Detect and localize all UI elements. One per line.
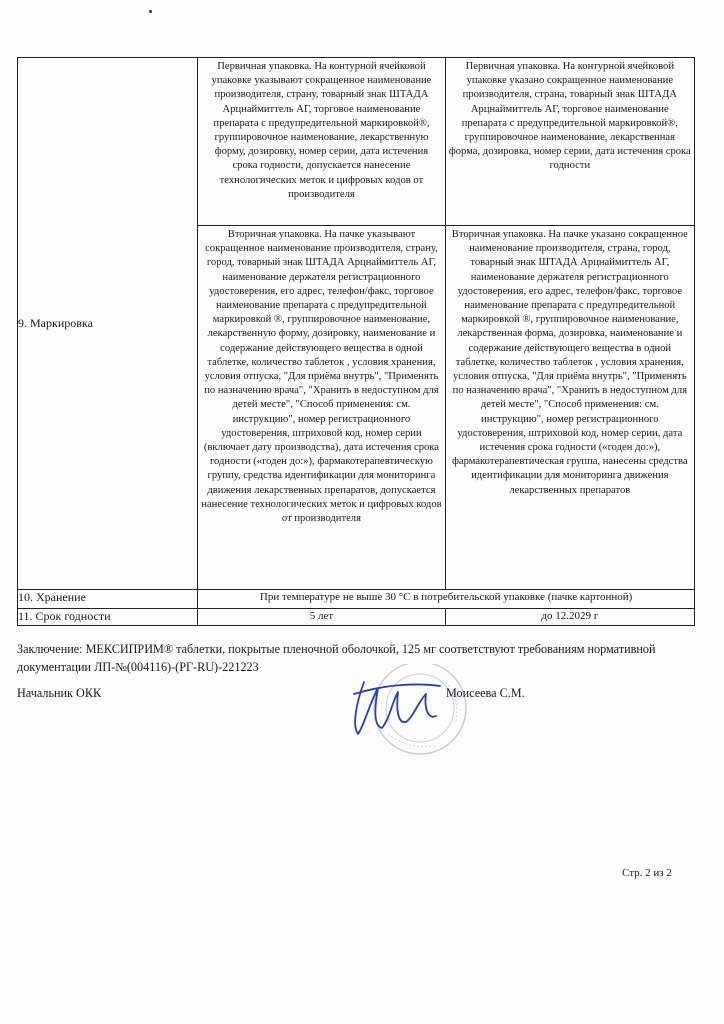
table-row [18, 58, 695, 226]
seal-and-signature [328, 664, 478, 760]
signatory-name: Моисеева С.М. [446, 686, 525, 700]
secondary-pack-requirement: Вторичная упаковка. На пачке указывают сокращенное наименование производителя, страну, город, товарный знак ШТАДА Арцнаймиттель АГ, наименование держателя регистрационного удостоверения, его адрес, телефон/факс, торговое наименование препарата с предупредительной маркировкой ®, группировочное наименование, лекарственную форму, дозировку, наименование и содержание действующего вещества в одной таблетке, количество таблеток , условия хранения, условия отпуска, "Для приёма внутрь", "Применять по назначению врача", "Хранить в недоступном для детей месте", "Способ применения: см. инструкцию", номер регистрационного удостоверения, штриховой код, номер серии (включает дату производства), дата истечения срока годности («годен до:»), фармакотерапевтическую группу, средства идентификации для мониторинга движения лекарственных препаратов, допускается нанесение технологических меток и цифровых кодов от производителя [198, 226, 445, 590]
storage-value: При температуре не выше 30 °С в потребительской упаковке (пачке картонной) [198, 590, 695, 609]
signature-scribble [354, 682, 440, 734]
signatory-title: Начальник ОКК [17, 686, 102, 700]
table-row [18, 609, 695, 626]
shelf-life-requirement: 5 лет [198, 609, 445, 626]
primary-pack-actual: Первичная упаковка. На контурной ячейковой упаковке указано сокращенное наименование производителя, страна, товарный знак ШТАДА Арцнаймиттель АГ, торговое наименование препарата с предупредительной маркировкой®, группировочное наименование, лекарственная форма, дозировка, номер серии, дата истечения срока годности [445, 58, 694, 226]
primary-pack-requirement: Первичная упаковка. На контурной ячейковой упаковке указывают сокращенное наименование производителя, страну, товарный знак ШТАДА Арцнаймиттель АГ, торговое наименование препарата с предупредительной маркировкой®, группировочное наименование, лекарственную форму, дозировку, номер серии, дата истечения срока годности, допускается нанесение технологических меток и цифровых кодов от производителя [198, 58, 445, 226]
scan-speck [149, 10, 152, 13]
specification-table [17, 57, 695, 626]
secondary-pack-actual: Вторичная упаковка. На пачке указано сокращенное наименование производителя, страна, город, товарный знак ШТАДА Арцнаймиттель АГ, наименование держателя регистрационного удостоверения, его адрес, телефон/факс, торговое наименование препарата с предупредительной маркировкой ®, группировочное наименование, лекарственная форма, дозировка, наименование и содержание действующего вещества в одной таблетке, количество таблеток , условия хранения, условия отпуска, "Для приёма внутрь", "Применять по назначению врача", "Хранить в недоступном для детей месте", "Способ применения: см. инструкцию", номер регистрационного удостоверения, штриховой код, номер серии, дата истечения срока годности («годен до:»), фармакотерапевтическая группа, нанесены средства идентификации для мониторинга движения лекарственных препаратов [445, 226, 694, 590]
table-row [18, 590, 695, 609]
conclusion-text: Заключение: МЕКСИПРИМ® таблетки, покрытые пленочной оболочкой, 125 мг соответствуют требованиям нормативной документации ЛП-№(004116)-(РГ-RU)-221223 [17, 642, 656, 674]
shelf-life-label: 11. Срок годности [18, 609, 198, 626]
shelf-life-actual: до 12.2029 г [445, 609, 694, 626]
page-number: Стр. 2 из 2 [622, 867, 672, 879]
marking-label: 9. Маркировка [18, 58, 198, 590]
round-seal [374, 664, 466, 754]
storage-label: 10. Хранение [18, 590, 198, 609]
